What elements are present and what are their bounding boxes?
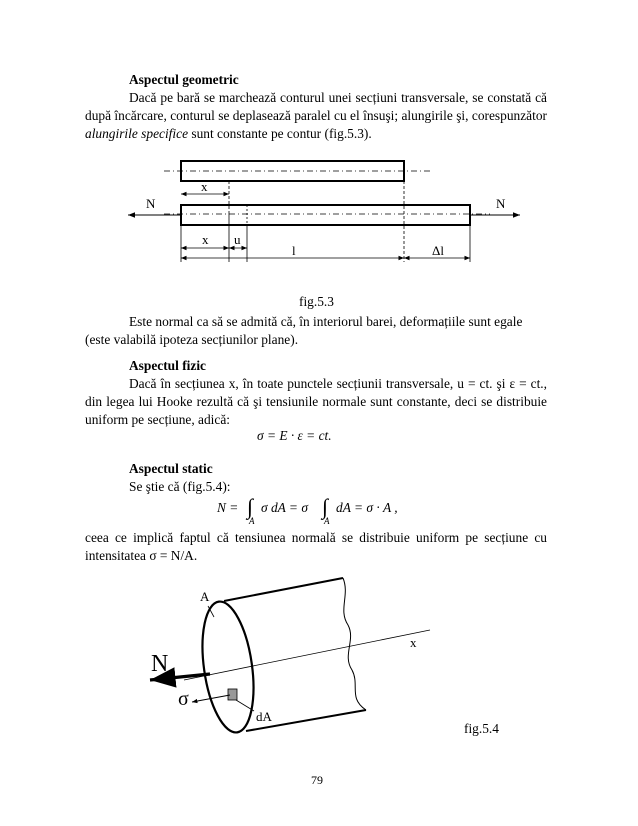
bar-undeformed — [181, 161, 404, 181]
formula-body-1: σ dA = σ — [261, 500, 308, 515]
formula-lhs: N = — [217, 500, 239, 515]
heading-physical: Aspectul fizic — [129, 358, 206, 373]
label-x-bottom: x — [202, 232, 209, 247]
label-dl: Δl — [432, 243, 444, 258]
paragraph-physical: Dacă în secțiunea x, în toate punctele secțiunii transversale, u = ct. şi ε = ct., din legea lui Hooke rezultă că şi tensiunile normale sunt constante, deci se distribuie uniform pe secțiune, adică: — [85, 376, 547, 427]
label-x-top: x — [201, 179, 208, 194]
label-u: u — [234, 232, 241, 247]
caption-fig-5-4: fig.5.4 — [464, 721, 499, 736]
label-n-right: N — [496, 196, 506, 211]
italic-term: alungirile specifice — [85, 126, 189, 141]
page-number: 79 — [311, 773, 323, 787]
label-a: A — [200, 589, 210, 604]
label-sigma: σ — [178, 688, 189, 710]
formula-hooke: σ = E · ε = ct. — [257, 428, 332, 443]
integral-sub-1: A — [249, 516, 255, 526]
integral-sub-2: A — [324, 516, 330, 526]
figure-5-4 — [0, 570, 638, 740]
paragraph-sections: Este normal ca să se admită că, în interiorul barei, deformațiile sunt egale (este valabilă ipoteza secțiunilor plane). — [85, 314, 523, 347]
integral-sign-2: ∫ — [322, 494, 329, 519]
label-n: N — [151, 651, 169, 677]
formula-body-2: dA = σ · A , — [336, 500, 398, 515]
label-da: dA — [256, 709, 272, 724]
label-n-left: N — [146, 196, 156, 211]
line-static: Se ştie că (fig.5.4): — [129, 479, 231, 494]
label-l: l — [292, 243, 296, 258]
heading-geometric: Aspectul geometric — [129, 72, 239, 87]
formula-integral — [217, 494, 447, 528]
integral-sign-1: ∫ — [247, 494, 254, 519]
heading-static: Aspectul static — [129, 461, 213, 476]
label-x: x — [410, 635, 417, 650]
paragraph-geometric-end: sunt constante pe contur (fig.5.3). — [188, 126, 372, 141]
bar-deformed — [181, 205, 470, 225]
area-element-da — [228, 689, 237, 700]
cylinder-end — [195, 598, 261, 735]
paragraph-geometric-text: Dacă pe bară se marchează conturul unei secțiuni transversale, se constată că după încărcare, conturul se deplasează paralel cu el însuşi; alungirile şi, corespunzător — [85, 90, 547, 123]
cylinder-top-edge — [224, 578, 343, 601]
figure-5-3 — [0, 0, 638, 300]
paragraph-static: ceea ce implică faptul că tensiunea normală se distribuie uniform pe secțiune cu intensitatea σ = N/A. — [85, 530, 547, 563]
caption-fig-5-3: fig.5.3 — [299, 294, 334, 309]
axis-x — [184, 630, 430, 680]
